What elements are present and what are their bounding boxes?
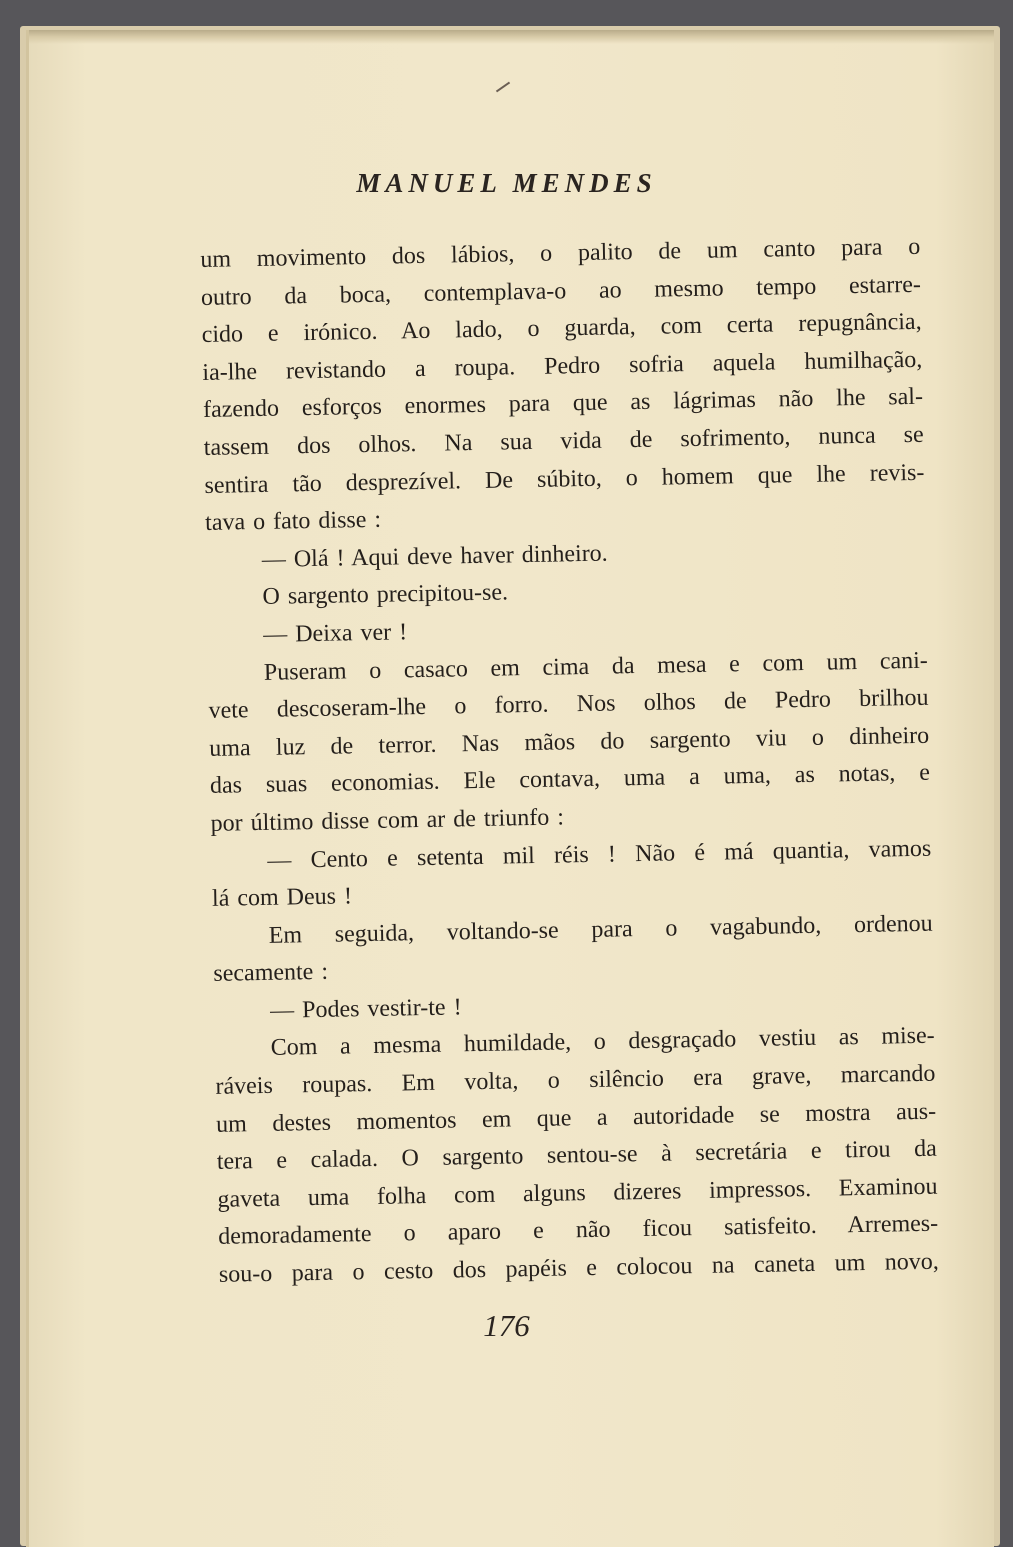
text-line: tassem dos olhos. Na sua vida de sofrimento, nunca se	[203, 421, 924, 461]
text-line: demoradamente o aparo e não ficou satisfeito. Arremes-	[218, 1211, 939, 1251]
text-line: — Olá ! Aqui deve haver dinheiro.	[261, 540, 608, 573]
page-number: 176	[483, 1308, 530, 1343]
text-line: sentira tão desprezível. De súbito, o homem que lhe revis-	[204, 459, 925, 499]
text-line: — Cento e setenta mil réis ! Não é má quantia, vamos	[267, 835, 932, 874]
text-line: uma luz de terror. Nas mãos do sargento viu o dinheiro	[209, 722, 930, 762]
text-line: sou-o para o cesto dos papéis e colocou na caneta um novo,	[218, 1248, 940, 1288]
text-line: das suas economias. Ele contava, uma a uma, as notas, e	[209, 760, 931, 800]
text-line: gaveta uma folha com alguns dizeres impressos. Examinou	[217, 1173, 938, 1213]
text-line: lá com Deus !	[211, 883, 353, 912]
text-line: tera e calada. O sargento sentou-se à secretária e tirou da	[216, 1135, 937, 1176]
text-line: — Deixa ver !	[262, 619, 408, 648]
text-line: cido e irónico. Ao lado, o guarda, com certa repugnância,	[201, 308, 922, 349]
text-line: por último disse com ar de triunfo :	[210, 804, 565, 837]
text-line: ia-lhe revistando a roupa. Pedro sofria aquela humilhação,	[202, 346, 923, 386]
text-line: ráveis roupas. Em volta, o silêncio era grave, marcando	[215, 1060, 936, 1100]
running-head: MANUEL MENDES	[356, 168, 657, 198]
text-line: vete descoseram-lhe o forro. Nos olhos de Pedro brilhou	[208, 684, 929, 725]
text-line: secamente :	[213, 959, 329, 988]
text-line: Em seguida, voltando-se para o vagabundo, ordenou	[268, 910, 933, 949]
text-line: um destes momentos em que a autoridade se mostra aus-	[215, 1098, 937, 1138]
text-line: Puseram o casaco em cima da mesa e com um cani-	[263, 647, 929, 686]
text-line: outro da boca, contemplava-o ao mesmo tempo estarre-	[200, 271, 922, 311]
text-line: Com a mesma humildade, o desgraçado vestiu as mise-	[270, 1023, 935, 1062]
text-line: fazendo esforços enormes para que as lágrimas não lhe sal-	[202, 384, 924, 424]
body-text	[200, 229, 939, 1295]
text-line: um movimento dos lábios, o palito de um canto para o	[200, 233, 921, 273]
text-line: tava o fato disse :	[204, 506, 382, 537]
text-line: — Podes vestir-te !	[269, 994, 462, 1024]
text-line: O sargento precipitou-se.	[262, 579, 509, 611]
